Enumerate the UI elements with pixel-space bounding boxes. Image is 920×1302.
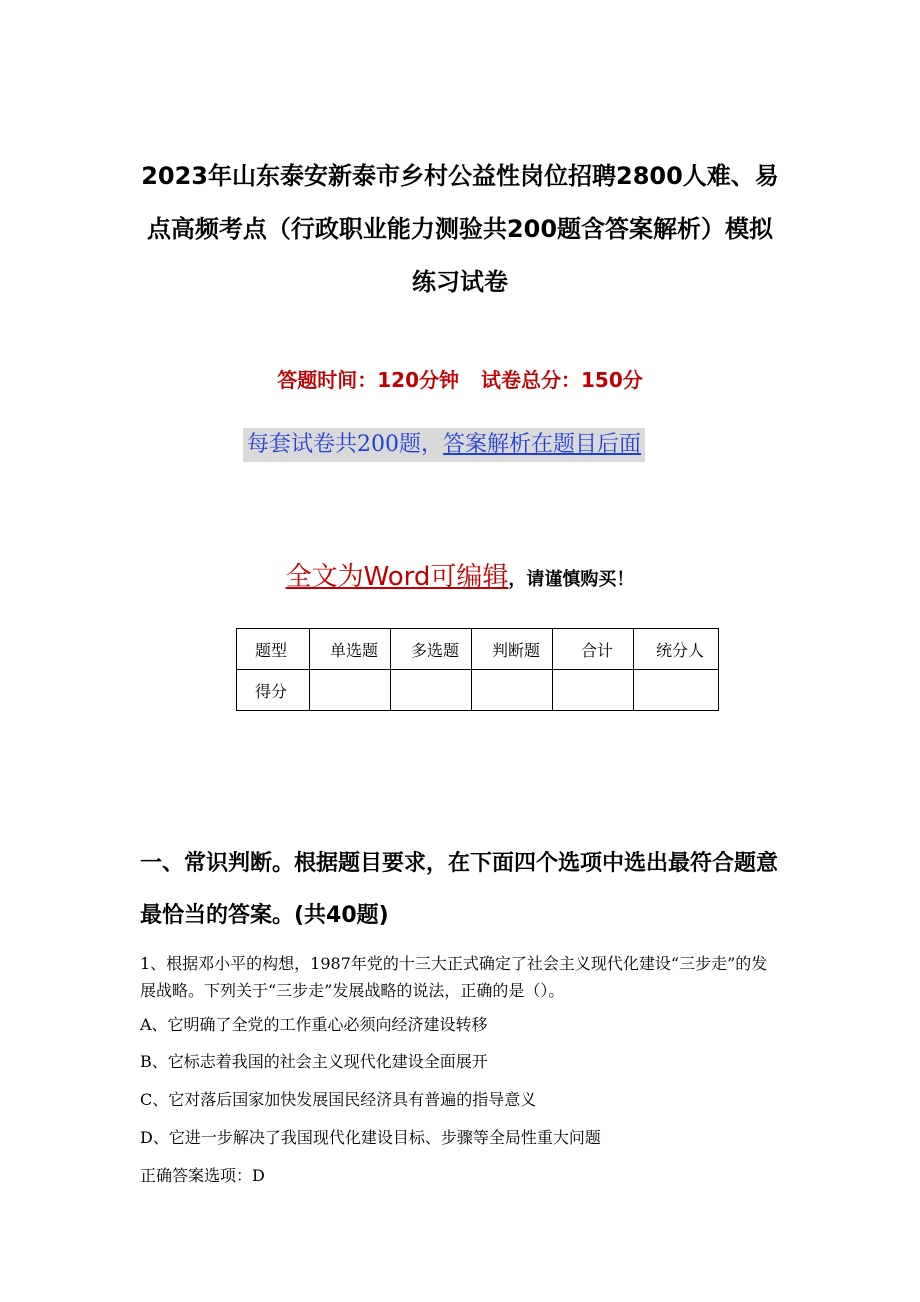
score-table-score-row (237, 670, 719, 711)
exam-total-score: 试卷总分：150分 (481, 368, 643, 392)
word-editable-notice (0, 556, 920, 593)
header-cell: 题型 (237, 629, 310, 670)
exam-meta (0, 364, 920, 393)
notice-banner (243, 428, 645, 462)
score-cell (634, 670, 719, 711)
title-line-3: 练习试卷 (412, 268, 508, 296)
exam-time: 答题时间：120分钟 (277, 368, 459, 392)
header-cell: 单选题 (310, 629, 391, 670)
title-line-1: 2023年山东泰安新泰市乡村公益性岗位招聘2800人难、易 (141, 162, 779, 190)
option-d: D、它进一步解决了我国现代化建设目标、步骤等全局性重大问题 (140, 1128, 601, 1147)
header-cell: 合计 (553, 629, 634, 670)
header-cell: 多选题 (391, 629, 472, 670)
option-b: B、它标志着我国的社会主义现代化建设全面展开 (140, 1052, 488, 1071)
purchase-warning: ，请谨慎购买！ (508, 569, 635, 590)
score-table (236, 628, 719, 711)
notice-text: 每套试卷共200题， (247, 432, 443, 457)
score-cell (472, 670, 553, 711)
question-stem: 1、根据邓小平的构想，1987年党的十三大正式确定了社会主义现代化建设“三步走”的发展战略。下列关于“三步走”发展战略的说法，正确的是（）。 (140, 954, 768, 1000)
notice-link[interactable]: 答案解析在题目后面 (443, 432, 642, 457)
score-cell (553, 670, 634, 711)
score-table-header-row (237, 629, 719, 670)
document-title (100, 150, 820, 309)
header-cell: 统分人 (634, 629, 719, 670)
row-label-cell: 得分 (237, 670, 310, 711)
score-cell (391, 670, 472, 711)
title-line-2: 点高频考点（行政职业能力测验共200题含答案解析）模拟 (146, 215, 774, 243)
header-cell: 判断题 (472, 629, 553, 670)
word-editable-text: 全文为Word可编辑 (285, 562, 509, 592)
option-c: C、它对落后国家加快发展国民经济具有普遍的指导意义 (140, 1090, 537, 1109)
correct-answer: 正确答案选项：D (140, 1166, 265, 1185)
score-cell (310, 670, 391, 711)
option-a: A、它明确了全党的工作重心必须向经济建设转移 (140, 1015, 488, 1034)
section-heading: 一、常识判断。根据题目要求，在下面四个选项中选出最符合题意最恰当的答案。(共40题) (140, 851, 779, 928)
